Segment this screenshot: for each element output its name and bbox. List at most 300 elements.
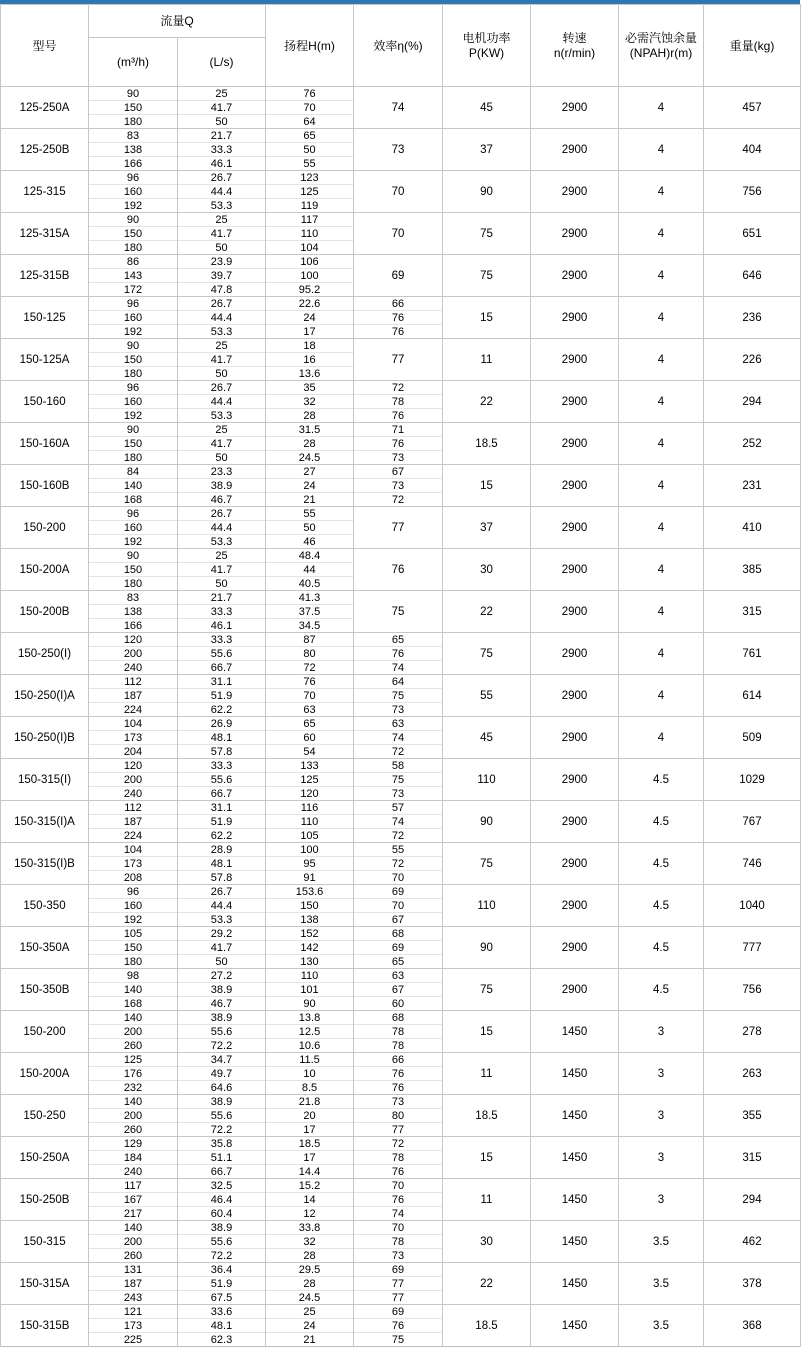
flow-m3h-cell: 240 xyxy=(89,1165,178,1179)
efficiency-cell: 70 xyxy=(354,1179,443,1193)
flow-ls-cell: 62.2 xyxy=(178,703,266,717)
flow-ls-cell: 27.2 xyxy=(178,969,266,983)
flow-ls-cell: 50 xyxy=(178,577,266,591)
flow-m3h-cell: 180 xyxy=(89,577,178,591)
head-cell: 55 xyxy=(266,507,354,521)
efficiency-cell: 76 xyxy=(354,437,443,451)
header-npsh xyxy=(619,5,704,87)
flow-m3h-cell: 143 xyxy=(89,269,178,283)
flow-m3h-cell: 192 xyxy=(89,325,178,339)
flow-m3h-cell: 150 xyxy=(89,101,178,115)
flow-m3h-cell: 166 xyxy=(89,619,178,633)
flow-ls-cell: 39.7 xyxy=(178,269,266,283)
flow-ls-cell: 60.4 xyxy=(178,1207,266,1221)
flow-ls-cell: 21.7 xyxy=(178,129,266,143)
flow-m3h-cell: 84 xyxy=(89,465,178,479)
model-cell: 150-200 xyxy=(1,507,89,549)
head-cell: 130 xyxy=(266,955,354,969)
model-cell: 150-250B xyxy=(1,1179,89,1221)
efficiency-cell: 72 xyxy=(354,857,443,871)
flow-ls-cell: 21.7 xyxy=(178,591,266,605)
speed-cell: 2900 xyxy=(531,507,619,549)
speed-cell: 2900 xyxy=(531,87,619,129)
efficiency-cell: 77 xyxy=(354,339,443,381)
head-cell: 150 xyxy=(266,899,354,913)
efficiency-cell: 73 xyxy=(354,129,443,171)
power-cell: 22 xyxy=(443,381,531,423)
table-body xyxy=(1,87,801,1347)
head-cell: 37.5 xyxy=(266,605,354,619)
model-cell: 150-200A xyxy=(1,1053,89,1095)
flow-ls-cell: 67.5 xyxy=(178,1291,266,1305)
head-cell: 28 xyxy=(266,409,354,423)
header-speed xyxy=(531,5,619,87)
flow-m3h-cell: 180 xyxy=(89,115,178,129)
efficiency-cell: 70 xyxy=(354,899,443,913)
flow-m3h-cell: 160 xyxy=(89,899,178,913)
flow-ls-cell: 41.7 xyxy=(178,353,266,367)
head-cell: 106 xyxy=(266,255,354,269)
head-cell: 24.5 xyxy=(266,1291,354,1305)
flow-m3h-cell: 140 xyxy=(89,983,178,997)
header-flow-group: 流量Q xyxy=(89,5,266,38)
efficiency-cell: 68 xyxy=(354,1011,443,1025)
efficiency-cell: 60 xyxy=(354,997,443,1011)
spec-row xyxy=(1,1305,801,1319)
flow-m3h-cell: 112 xyxy=(89,675,178,689)
spec-row xyxy=(1,549,801,563)
spec-row xyxy=(1,759,801,773)
flow-ls-cell: 36.4 xyxy=(178,1263,266,1277)
flow-ls-cell: 33.6 xyxy=(178,1305,266,1319)
weight-cell: 746 xyxy=(704,843,801,885)
spec-row xyxy=(1,507,801,521)
flow-ls-cell: 64.6 xyxy=(178,1081,266,1095)
weight-cell: 263 xyxy=(704,1053,801,1095)
flow-ls-cell: 25 xyxy=(178,213,266,227)
flow-ls-cell: 33.3 xyxy=(178,633,266,647)
model-cell: 150-350 xyxy=(1,885,89,927)
npsh-cell: 4.5 xyxy=(619,843,704,885)
flow-ls-cell: 62.2 xyxy=(178,829,266,843)
npsh-cell: 3.5 xyxy=(619,1221,704,1263)
head-cell: 14.4 xyxy=(266,1165,354,1179)
efficiency-cell: 66 xyxy=(354,297,443,311)
efficiency-cell: 58 xyxy=(354,759,443,773)
weight-cell: 1040 xyxy=(704,885,801,927)
speed-cell: 1450 xyxy=(531,1221,619,1263)
efficiency-cell: 73 xyxy=(354,1249,443,1263)
flow-m3h-cell: 168 xyxy=(89,997,178,1011)
weight-cell: 315 xyxy=(704,1137,801,1179)
flow-ls-cell: 38.9 xyxy=(178,1221,266,1235)
flow-m3h-cell: 105 xyxy=(89,927,178,941)
efficiency-cell: 76 xyxy=(354,1165,443,1179)
flow-ls-cell: 41.7 xyxy=(178,227,266,241)
head-cell: 65 xyxy=(266,717,354,731)
npsh-cell: 4 xyxy=(619,213,704,255)
weight-cell: 646 xyxy=(704,255,801,297)
flow-ls-cell: 44.4 xyxy=(178,311,266,325)
spec-row xyxy=(1,1179,801,1193)
flow-m3h-cell: 90 xyxy=(89,87,178,101)
npsh-cell: 4.5 xyxy=(619,885,704,927)
flow-m3h-cell: 173 xyxy=(89,1319,178,1333)
weight-cell: 509 xyxy=(704,717,801,759)
efficiency-cell: 74 xyxy=(354,815,443,829)
flow-m3h-cell: 150 xyxy=(89,563,178,577)
head-cell: 50 xyxy=(266,521,354,535)
flow-m3h-cell: 225 xyxy=(89,1333,178,1347)
model-cell: 150-125 xyxy=(1,297,89,339)
head-cell: 40.5 xyxy=(266,577,354,591)
flow-ls-cell: 26.7 xyxy=(178,381,266,395)
head-cell: 76 xyxy=(266,675,354,689)
flow-m3h-cell: 160 xyxy=(89,185,178,199)
flow-ls-cell: 48.1 xyxy=(178,731,266,745)
head-cell: 72 xyxy=(266,661,354,675)
efficiency-cell: 63 xyxy=(354,969,443,983)
efficiency-cell: 78 xyxy=(354,1039,443,1053)
header-model: 型号 xyxy=(1,5,89,87)
weight-cell: 385 xyxy=(704,549,801,591)
speed-cell: 2900 xyxy=(531,843,619,885)
flow-ls-cell: 44.4 xyxy=(178,521,266,535)
head-cell: 90 xyxy=(266,997,354,1011)
head-cell: 100 xyxy=(266,843,354,857)
flow-ls-cell: 66.7 xyxy=(178,661,266,675)
npsh-cell: 4 xyxy=(619,717,704,759)
head-cell: 55 xyxy=(266,157,354,171)
efficiency-cell: 73 xyxy=(354,703,443,717)
flow-ls-cell: 66.7 xyxy=(178,1165,266,1179)
efficiency-cell: 69 xyxy=(354,255,443,297)
flow-m3h-cell: 243 xyxy=(89,1291,178,1305)
npsh-cell: 4 xyxy=(619,87,704,129)
weight-cell: 315 xyxy=(704,591,801,633)
head-cell: 21 xyxy=(266,493,354,507)
head-cell: 80 xyxy=(266,647,354,661)
npsh-cell: 4 xyxy=(619,507,704,549)
head-cell: 32 xyxy=(266,1235,354,1249)
npsh-cell: 3 xyxy=(619,1137,704,1179)
efficiency-cell: 73 xyxy=(354,787,443,801)
efficiency-cell: 69 xyxy=(354,1263,443,1277)
speed-cell: 2900 xyxy=(531,465,619,507)
power-cell: 11 xyxy=(443,1053,531,1095)
flow-ls-cell: 31.1 xyxy=(178,801,266,815)
flow-ls-cell: 55.6 xyxy=(178,773,266,787)
head-cell: 17 xyxy=(266,1123,354,1137)
flow-ls-cell: 41.7 xyxy=(178,437,266,451)
flow-m3h-cell: 232 xyxy=(89,1081,178,1095)
head-cell: 12.5 xyxy=(266,1025,354,1039)
flow-m3h-cell: 173 xyxy=(89,731,178,745)
efficiency-cell: 75 xyxy=(354,689,443,703)
efficiency-cell: 74 xyxy=(354,87,443,129)
power-cell: 15 xyxy=(443,1137,531,1179)
npsh-cell: 4 xyxy=(619,549,704,591)
speed-cell: 2900 xyxy=(531,297,619,339)
head-cell: 65 xyxy=(266,129,354,143)
head-cell: 13.6 xyxy=(266,367,354,381)
flow-m3h-cell: 160 xyxy=(89,395,178,409)
head-cell: 110 xyxy=(266,815,354,829)
flow-m3h-cell: 180 xyxy=(89,241,178,255)
flow-m3h-cell: 187 xyxy=(89,689,178,703)
power-cell: 37 xyxy=(443,129,531,171)
efficiency-cell: 73 xyxy=(354,1095,443,1109)
head-cell: 133 xyxy=(266,759,354,773)
flow-ls-cell: 23.3 xyxy=(178,465,266,479)
head-cell: 152 xyxy=(266,927,354,941)
header-flow-m3h: (m³/h) xyxy=(89,38,178,87)
flow-m3h-cell: 150 xyxy=(89,941,178,955)
spec-row xyxy=(1,1053,801,1067)
weight-cell: 410 xyxy=(704,507,801,549)
weight-cell: 231 xyxy=(704,465,801,507)
flow-ls-cell: 31.1 xyxy=(178,675,266,689)
flow-ls-cell: 51.9 xyxy=(178,689,266,703)
head-cell: 21 xyxy=(266,1333,354,1347)
efficiency-cell: 76 xyxy=(354,1319,443,1333)
head-cell: 22.6 xyxy=(266,297,354,311)
power-cell: 18.5 xyxy=(443,1095,531,1137)
spec-row xyxy=(1,927,801,941)
flow-ls-cell: 33.3 xyxy=(178,143,266,157)
weight-cell: 614 xyxy=(704,675,801,717)
npsh-cell: 4 xyxy=(619,339,704,381)
model-cell: 150-315(I)A xyxy=(1,801,89,843)
flow-m3h-cell: 120 xyxy=(89,759,178,773)
efficiency-cell: 77 xyxy=(354,1291,443,1305)
efficiency-cell: 69 xyxy=(354,941,443,955)
npsh-cell: 4 xyxy=(619,465,704,507)
power-cell: 22 xyxy=(443,1263,531,1305)
flow-ls-cell: 72.2 xyxy=(178,1039,266,1053)
efficiency-cell: 77 xyxy=(354,507,443,549)
spec-row xyxy=(1,1137,801,1151)
flow-m3h-cell: 260 xyxy=(89,1039,178,1053)
flow-ls-cell: 33.3 xyxy=(178,759,266,773)
flow-ls-cell: 25 xyxy=(178,339,266,353)
weight-cell: 756 xyxy=(704,171,801,213)
efficiency-cell: 76 xyxy=(354,1193,443,1207)
flow-ls-cell: 25 xyxy=(178,87,266,101)
power-cell: 15 xyxy=(443,1011,531,1053)
spec-row xyxy=(1,87,801,101)
flow-m3h-cell: 184 xyxy=(89,1151,178,1165)
speed-cell: 2900 xyxy=(531,339,619,381)
efficiency-cell: 76 xyxy=(354,325,443,339)
flow-m3h-cell: 192 xyxy=(89,409,178,423)
power-cell: 45 xyxy=(443,717,531,759)
flow-m3h-cell: 224 xyxy=(89,703,178,717)
power-cell: 22 xyxy=(443,591,531,633)
head-cell: 25 xyxy=(266,1305,354,1319)
flow-m3h-cell: 240 xyxy=(89,661,178,675)
weight-cell: 368 xyxy=(704,1305,801,1347)
spec-row xyxy=(1,255,801,269)
flow-m3h-cell: 192 xyxy=(89,199,178,213)
model-cell: 150-315(I) xyxy=(1,759,89,801)
model-cell: 125-315 xyxy=(1,171,89,213)
flow-ls-cell: 47.8 xyxy=(178,283,266,297)
flow-ls-cell: 23.9 xyxy=(178,255,266,269)
header-speed-line2: n(r/min) xyxy=(553,45,596,60)
efficiency-cell: 76 xyxy=(354,311,443,325)
head-cell: 110 xyxy=(266,969,354,983)
model-cell: 150-125A xyxy=(1,339,89,381)
spec-row xyxy=(1,381,801,395)
spec-row xyxy=(1,297,801,311)
weight-cell: 1029 xyxy=(704,759,801,801)
flow-ls-cell: 33.3 xyxy=(178,605,266,619)
head-cell: 21.8 xyxy=(266,1095,354,1109)
model-cell: 125-315A xyxy=(1,213,89,255)
efficiency-cell: 78 xyxy=(354,395,443,409)
head-cell: 10.6 xyxy=(266,1039,354,1053)
flow-m3h-cell: 160 xyxy=(89,311,178,325)
spec-row xyxy=(1,423,801,437)
flow-ls-cell: 53.3 xyxy=(178,199,266,213)
speed-cell: 1450 xyxy=(531,1305,619,1347)
header-weight: 重量(kg) xyxy=(704,5,801,87)
flow-m3h-cell: 90 xyxy=(89,339,178,353)
flow-ls-cell: 35.8 xyxy=(178,1137,266,1151)
efficiency-cell: 55 xyxy=(354,843,443,857)
model-cell: 150-250 xyxy=(1,1095,89,1137)
head-cell: 54 xyxy=(266,745,354,759)
npsh-cell: 3 xyxy=(619,1095,704,1137)
head-cell: 24 xyxy=(266,479,354,493)
flow-ls-cell: 66.7 xyxy=(178,787,266,801)
flow-ls-cell: 25 xyxy=(178,423,266,437)
flow-m3h-cell: 224 xyxy=(89,829,178,843)
head-cell: 35 xyxy=(266,381,354,395)
npsh-cell: 3 xyxy=(619,1053,704,1095)
spec-row xyxy=(1,1095,801,1109)
head-cell: 91 xyxy=(266,871,354,885)
weight-cell: 378 xyxy=(704,1263,801,1305)
power-cell: 110 xyxy=(443,885,531,927)
efficiency-cell: 73 xyxy=(354,451,443,465)
flow-m3h-cell: 166 xyxy=(89,157,178,171)
flow-m3h-cell: 167 xyxy=(89,1193,178,1207)
speed-cell: 2900 xyxy=(531,759,619,801)
efficiency-cell: 76 xyxy=(354,1067,443,1081)
head-cell: 16 xyxy=(266,353,354,367)
speed-cell: 1450 xyxy=(531,1179,619,1221)
speed-cell: 2900 xyxy=(531,675,619,717)
head-cell: 123 xyxy=(266,171,354,185)
head-cell: 41.3 xyxy=(266,591,354,605)
power-cell: 90 xyxy=(443,927,531,969)
flow-ls-cell: 62.3 xyxy=(178,1333,266,1347)
flow-m3h-cell: 125 xyxy=(89,1053,178,1067)
flow-m3h-cell: 208 xyxy=(89,871,178,885)
npsh-cell: 3.5 xyxy=(619,1305,704,1347)
spec-row xyxy=(1,885,801,899)
spec-row xyxy=(1,1221,801,1235)
efficiency-cell: 72 xyxy=(354,1137,443,1151)
npsh-cell: 4 xyxy=(619,171,704,213)
model-cell: 150-350B xyxy=(1,969,89,1011)
spec-row xyxy=(1,1011,801,1025)
head-cell: 17 xyxy=(266,325,354,339)
flow-ls-cell: 38.9 xyxy=(178,1095,266,1109)
header-power xyxy=(443,5,531,87)
flow-ls-cell: 57.8 xyxy=(178,871,266,885)
model-cell: 150-315(I)B xyxy=(1,843,89,885)
spec-row xyxy=(1,591,801,605)
head-cell: 70 xyxy=(266,101,354,115)
header-power-line1: 电机功率 xyxy=(462,30,511,45)
flow-m3h-cell: 180 xyxy=(89,451,178,465)
flow-ls-cell: 46.1 xyxy=(178,619,266,633)
head-cell: 12 xyxy=(266,1207,354,1221)
weight-cell: 294 xyxy=(704,1179,801,1221)
pump-spec-table xyxy=(0,4,801,1347)
npsh-cell: 3 xyxy=(619,1011,704,1053)
flow-m3h-cell: 90 xyxy=(89,549,178,563)
power-cell: 45 xyxy=(443,87,531,129)
flow-m3h-cell: 86 xyxy=(89,255,178,269)
spec-row xyxy=(1,633,801,647)
flow-ls-cell: 26.7 xyxy=(178,171,266,185)
efficiency-cell: 75 xyxy=(354,773,443,787)
power-cell: 75 xyxy=(443,255,531,297)
head-cell: 32 xyxy=(266,395,354,409)
flow-ls-cell: 38.9 xyxy=(178,479,266,493)
flow-m3h-cell: 168 xyxy=(89,493,178,507)
npsh-cell: 4.5 xyxy=(619,801,704,843)
flow-ls-cell: 49.7 xyxy=(178,1067,266,1081)
flow-m3h-cell: 83 xyxy=(89,129,178,143)
npsh-cell: 4 xyxy=(619,423,704,465)
head-cell: 120 xyxy=(266,787,354,801)
efficiency-cell: 70 xyxy=(354,871,443,885)
flow-m3h-cell: 112 xyxy=(89,801,178,815)
flow-ls-cell: 50 xyxy=(178,367,266,381)
head-cell: 70 xyxy=(266,689,354,703)
flow-ls-cell: 46.7 xyxy=(178,493,266,507)
efficiency-cell: 74 xyxy=(354,731,443,745)
efficiency-cell: 72 xyxy=(354,829,443,843)
head-cell: 46 xyxy=(266,535,354,549)
flow-m3h-cell: 180 xyxy=(89,367,178,381)
flow-m3h-cell: 204 xyxy=(89,745,178,759)
flow-m3h-cell: 200 xyxy=(89,773,178,787)
flow-ls-cell: 50 xyxy=(178,115,266,129)
flow-m3h-cell: 104 xyxy=(89,717,178,731)
flow-m3h-cell: 96 xyxy=(89,507,178,521)
efficiency-cell: 78 xyxy=(354,1151,443,1165)
power-cell: 30 xyxy=(443,1221,531,1263)
power-cell: 18.5 xyxy=(443,423,531,465)
flow-m3h-cell: 117 xyxy=(89,1179,178,1193)
npsh-cell: 4 xyxy=(619,129,704,171)
head-cell: 15.2 xyxy=(266,1179,354,1193)
flow-m3h-cell: 150 xyxy=(89,227,178,241)
flow-m3h-cell: 192 xyxy=(89,535,178,549)
head-cell: 17 xyxy=(266,1151,354,1165)
weight-cell: 761 xyxy=(704,633,801,675)
efficiency-cell: 75 xyxy=(354,591,443,633)
efficiency-cell: 75 xyxy=(354,1333,443,1347)
flow-ls-cell: 53.3 xyxy=(178,409,266,423)
spec-row xyxy=(1,717,801,731)
